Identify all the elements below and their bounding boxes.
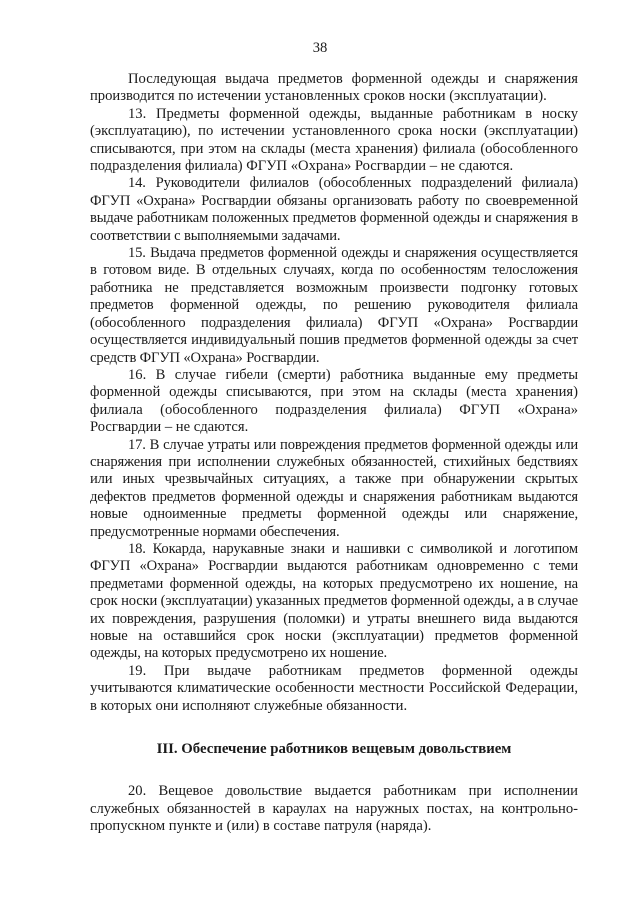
section-heading: III. Обеспечение работников вещевым довольствием: [156, 741, 512, 758]
paragraph-continuation: Последующая выдача предметов форменной одежды и снаряжения производится по истечении установленных сроков носки (эксплуатации).: [90, 71, 578, 105]
paragraph-20: 20. Вещевое довольствие выдается работникам при исполнении служебных обязанностей в караулах на наружных постах, на контрольно-пропускном пункте и (или) в составе патруля (наряда).: [90, 783, 578, 835]
paragraph-18: 18. Кокарда, нарукавные знаки и нашивки с символикой и логотипом ФГУП «Охрана» Росгвардии выдаются работникам одновременно с теми предметами форменной одежды, на которых предусмотрено их ношение, на срок носки (эксплуатации) указанных предметов форменной одежды, а в случае их повреждения, разрушения (поломки) и утраты внешнего вида выдаются новые на оставшийся срок носки (эксплуатации) предметов форменной одежды, на которых предусмотрено их ношение.: [90, 540, 578, 662]
paragraph-13: 13. Предметы форменной одежды, выданные работникам в носку (эксплуатацию), по истечении установленного срока носки (эксплуатации) списываются, при этом на склады (места хранения) филиала (обособленного подразделения филиала) ФГУП «Охрана» Росгвардии – не сдаются.: [90, 105, 578, 175]
paragraph-17: 17. В случае утраты или повреждения предметов форменной одежды или снаряжения при исполнении служебных обязанностей, стихийных бедствиях или иных чрезвычайных ситуациях, а также при обнаружении скрытых дефектов предметов форменной одежды и снаряжения работникам выдаются новые одноименные предметы форменной одежды или снаряжение, предусмотренные нормами обеспечения.: [90, 436, 578, 540]
paragraph-16: 16. В случае гибели (смерти) работника выданные ему предметы форменной одежды списываются, при этом на склады (места хранения) филиала (обособленного подразделения филиала) ФГУП «Охрана» Росгвардии – не сдаются.: [90, 366, 578, 436]
document-body: [90, 71, 578, 836]
page-number: 38: [312, 40, 328, 56]
paragraph-14: 14. Руководители филиалов (обособленных подразделений филиала) ФГУП «Охрана» Росгвардии обязаны организовать работу по своевременной выдаче работникам положенных предметов форменной одежды и снаряжения в соответствии с выполняемыми задачами.: [90, 175, 578, 244]
paragraph-15: 15. Выдача предметов форменной одежды и снаряжения осуществляется в готовом виде. В отдельных случаях, когда по особенностям телосложения работника не представляется возможным произвести подгонку готовых предметов форменной одежды, по решению руководителя филиала (обособленного подразделения филиала) ФГУП «Охрана» Росгвардии осуществляется индивидуальный пошив предметов форменной одежды за счет средств ФГУП «Охрана» Росгвардии.: [90, 245, 578, 366]
paragraph-19: 19. При выдаче работникам предметов форменной одежды учитываются климатические особенности местности Российской Федерации, в которых они исполняют служебные обязанности.: [90, 662, 578, 714]
